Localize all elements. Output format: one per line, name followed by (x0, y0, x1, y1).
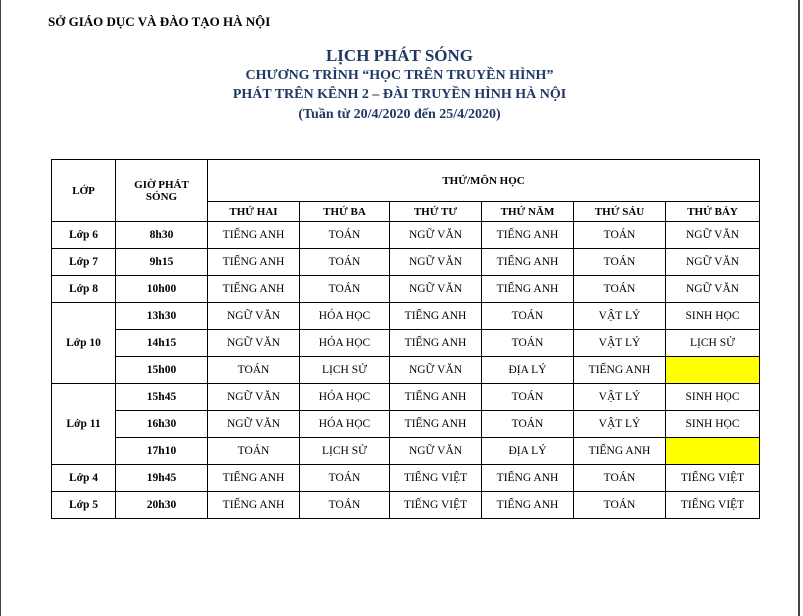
subject-cell: TIẾNG ANH (208, 465, 300, 492)
channel-info: PHÁT TRÊN KÊNH 2 – ĐÀI TRUYỀN HÌNH HÀ NỘI (232, 87, 567, 102)
subject-cell: NGỮ VĂN (666, 276, 760, 303)
empty-highlight-cell (666, 438, 760, 465)
time-cell: 19h45 (116, 465, 208, 492)
table-row (52, 438, 760, 465)
subject-cell: VẬT LÝ (574, 384, 666, 411)
subject-cell: TIẾNG ANH (208, 492, 300, 519)
subject-cell: TOÁN (574, 222, 666, 249)
subject-cell: TOÁN (300, 276, 390, 303)
day-header: THỨ TƯ (390, 202, 482, 222)
time-cell: 10h00 (116, 276, 208, 303)
empty-highlight-cell (666, 357, 760, 384)
time-cell: 14h15 (116, 330, 208, 357)
subject-cell: NGỮ VĂN (390, 249, 482, 276)
subject-cell: VẬT LÝ (574, 330, 666, 357)
time-header: GIỜ PHÁT SÓNG (116, 160, 208, 222)
time-cell: 15h00 (116, 357, 208, 384)
subject-cell: VẬT LÝ (574, 303, 666, 330)
subject-cell: TOÁN (208, 438, 300, 465)
day-header: THỨ NĂM (482, 202, 574, 222)
table-row (52, 492, 760, 519)
grade-cell: Lớp 4 (52, 465, 116, 492)
subject-cell: TOÁN (482, 411, 574, 438)
subject-cell: LỊCH SỬ (300, 438, 390, 465)
time-cell: 9h15 (116, 249, 208, 276)
subject-cell: NGỮ VĂN (208, 411, 300, 438)
subject-cell: TIẾNG VIỆT (666, 465, 760, 492)
subject-cell: TIẾNG ANH (390, 384, 482, 411)
table-row (52, 357, 760, 384)
subject-cell: NGỮ VĂN (390, 357, 482, 384)
subject-cell: TOÁN (208, 357, 300, 384)
grade-cell: Lớp 8 (52, 276, 116, 303)
subject-cell: NGỮ VĂN (208, 384, 300, 411)
subject-cell: TIẾNG ANH (482, 465, 574, 492)
subject-cell: HÓA HỌC (300, 411, 390, 438)
subject-cell: VẬT LÝ (574, 411, 666, 438)
day-header: THỨ BA (300, 202, 390, 222)
time-cell: 16h30 (116, 411, 208, 438)
subject-cell: HÓA HỌC (300, 330, 390, 357)
subject-cell: HÓA HỌC (300, 303, 390, 330)
subject-cell: TIẾNG VIỆT (666, 492, 760, 519)
day-header: THỨ SÁU (574, 202, 666, 222)
subject-cell: TIẾNG ANH (482, 249, 574, 276)
subject-cell: TIẾNG ANH (208, 222, 300, 249)
subject-cell: TOÁN (300, 465, 390, 492)
subject-cell: TIẾNG ANH (482, 276, 574, 303)
grade-cell: Lớp 11 (52, 384, 116, 465)
table-row (52, 330, 760, 357)
time-cell: 15h45 (116, 384, 208, 411)
subject-cell: TOÁN (574, 465, 666, 492)
subject-cell: TOÁN (574, 249, 666, 276)
table-row (52, 222, 760, 249)
subject-cell: HÓA HỌC (300, 384, 390, 411)
subject-cell: TOÁN (574, 492, 666, 519)
grade-cell: Lớp 6 (52, 222, 116, 249)
subject-cell: TIẾNG ANH (390, 411, 482, 438)
day-header: THỨ HAI (208, 202, 300, 222)
subject-cell: LỊCH SỬ (666, 330, 760, 357)
subject-cell: SINH HỌC (666, 411, 760, 438)
document-title: LỊCH PHÁT SÓNG (325, 46, 474, 65)
subject-cell: TIẾNG ANH (390, 303, 482, 330)
subject-cell: NGỮ VĂN (390, 438, 482, 465)
subject-cell: TIẾNG ANH (482, 222, 574, 249)
day-header: THỨ BẢY (666, 202, 760, 222)
grade-cell: Lớp 7 (52, 249, 116, 276)
program-subtitle: CHƯƠNG TRÌNH “HỌC TRÊN TRUYỀN HÌNH” (245, 68, 554, 83)
subject-cell: TIẾNG ANH (574, 357, 666, 384)
subject-cell: TOÁN (300, 222, 390, 249)
time-cell: 17h10 (116, 438, 208, 465)
grade-cell: Lớp 5 (52, 492, 116, 519)
time-cell: 20h30 (116, 492, 208, 519)
title-block (1, 46, 798, 125)
organization-name: SỞ GIÁO DỤC VÀ ĐÀO TẠO HÀ NỘI (48, 14, 271, 29)
time-cell: 13h30 (116, 303, 208, 330)
subjects-header: THỨ/MÔN HỌC (208, 160, 760, 202)
subject-cell: TIẾNG ANH (390, 330, 482, 357)
subject-cell: NGỮ VĂN (208, 330, 300, 357)
table-row (52, 276, 760, 303)
time-cell: 8h30 (116, 222, 208, 249)
subject-cell: TIẾNG VIỆT (390, 492, 482, 519)
subject-cell: ĐỊA LÝ (482, 438, 574, 465)
subject-cell: SINH HỌC (666, 303, 760, 330)
table-row (52, 384, 760, 411)
subject-cell: NGỮ VĂN (666, 249, 760, 276)
week-range: (Tuần từ 20/4/2020 đến 25/4/2020) (298, 107, 501, 122)
subject-cell: TOÁN (300, 492, 390, 519)
subject-cell: LỊCH SỬ (300, 357, 390, 384)
subject-cell: SINH HỌC (666, 384, 760, 411)
subject-cell: TIẾNG VIỆT (390, 465, 482, 492)
subject-cell: TIẾNG ANH (208, 249, 300, 276)
subject-cell: NGỮ VĂN (390, 276, 482, 303)
table-row (52, 303, 760, 330)
subject-cell: TOÁN (482, 303, 574, 330)
table-row (52, 465, 760, 492)
subject-cell: NGỮ VĂN (666, 222, 760, 249)
subject-cell: NGỮ VĂN (208, 303, 300, 330)
grade-cell: Lớp 10 (52, 303, 116, 384)
subject-cell: TIẾNG ANH (574, 438, 666, 465)
subject-cell: TOÁN (482, 384, 574, 411)
table-row (52, 249, 760, 276)
broadcast-schedule-table (51, 159, 760, 519)
subject-cell: TOÁN (482, 330, 574, 357)
subject-cell: ĐỊA LÝ (482, 357, 574, 384)
subject-cell: TOÁN (300, 249, 390, 276)
subject-cell: TOÁN (574, 276, 666, 303)
subject-cell: TIẾNG ANH (482, 492, 574, 519)
table-row (52, 411, 760, 438)
grade-header: LỚP (52, 160, 116, 222)
subject-cell: NGỮ VĂN (390, 222, 482, 249)
subject-cell: TIẾNG ANH (208, 276, 300, 303)
